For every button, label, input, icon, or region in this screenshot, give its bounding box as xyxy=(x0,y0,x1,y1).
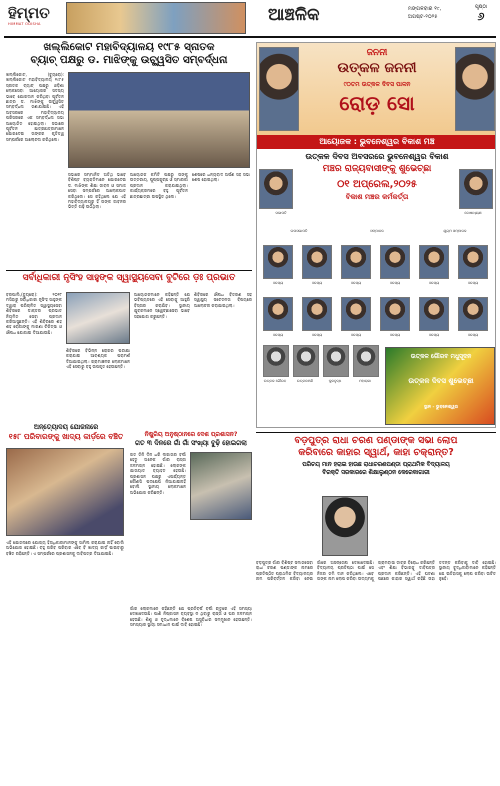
ad-officer-caption: ଯୁଗ୍ମ ସମ୍ପାଦକ xyxy=(443,229,467,233)
story-health-camp-col-2: ଶିବିରରେ ବିଭିନ୍ନ ରୋଗର ପରୀକ୍ଷା କରାଯାଇ ଆବଶ୍ୟକ ପରାମର୍ଶ ଦିଆଯାଇଥିଲା। ଗ୍ରାମାଞ୍ଚଳର ଲୋକମାନେ ଏହି ସେବାରୁ ବହୁ ଉପକୃତ ହେଉଛନ୍ତି। xyxy=(66,348,130,370)
ad-member-caption: ସଦସ୍ୟ xyxy=(428,281,440,285)
story-food-card-body: ଏହି ଯୋଜନାରେ ଯୋଗ୍ୟ ହିତାଧିକାରୀମାନଙ୍କୁ ସାମିଲ କରାଯାଇ ନାହିଁ ବୋଲି ଅଭିଯୋଗ ହୋଇଛି। ବହୁ ଗରିବ ପରିବାର ଏବେ ବି ଖାଦ୍ୟ କାର୍ଡ଼ ପାଇବାରୁ ବଞ୍ଚିତ ରହିଛନ୍ତି। ଏ ସମ୍ପର୍କରେ ପ୍ରଶାସନକୁ ଦାବିପତ୍ର ଦିଆଯାଇଛି। xyxy=(6,540,124,556)
story-school-subhead-2: ବିରକ୍ତି ସରକାରରେ ଶିକ୍ଷାଲୁଣ୍ଠନ କେରେକାଗାରୀ xyxy=(322,470,430,477)
story-health-camp-col-1: ବରପାଲି,(ବ୍ୟୁରୋ): ୨୦୧୮ ମସିହାରୁ ସର୍ବାଧିକାରୀ ନୃସିଂହ ସାହୁଙ୍କ ଦ୍ୱାରା ପରିଚାଳିତ ସ୍ୱାସ୍ଥ୍ୟସେବା ଶିବିରରେ ଡାକ୍ତର ପ୍ରଭାତ ନିୟମିତ ସେବା ପ୍ରଦାନ କରିଆସୁଛନ୍ତି। ଏହି ଶିବିରରେ ଶହ ଶହ ରୋଗୀଙ୍କୁ ମାଗଣା ଚିକିତ୍ସା ଓ ଔଷଧ ଯୋଗାଇ ଦିଆଯାଉଛି। xyxy=(6,292,62,335)
story-khallikote-col-3: ଆୟୋଜକ କମିଟି ପକ୍ଷରୁ ତାଙ୍କୁ ଉତ୍ତରୀୟ, ପୁଷ୍ପଗୁଚ୍ଛ ଓ ସ୍ମାରକୀ ପ୍ରଦାନ କରାଯାଇଥିଲା। କାର୍ଯ୍ୟକ୍ରମରେ ବହୁ ପୂର୍ବତନ ଛାତ୍ରଛାତ୍ରୀ ଉପସ୍ଥିତ ଥିଲେ। xyxy=(130,172,188,199)
ad-founder-portrait xyxy=(353,345,379,377)
page-number: ୬ xyxy=(477,10,485,23)
story-school xyxy=(256,432,496,782)
ad-founder-caption: ଉତ୍କଳମଣି xyxy=(296,379,314,383)
page-label: ପୃଷ୍ଠା xyxy=(475,4,487,10)
date-line-1: ମଙ୍ଗଳବାର ୧୯, xyxy=(408,6,442,12)
ad-founder-portrait xyxy=(323,345,349,377)
ad-leader-portrait-left xyxy=(259,47,299,131)
ad-officer-caption: କୋଷାଧ୍ୟକ୍ଷ xyxy=(464,211,482,215)
ad-top-line: ଜନନୀ xyxy=(366,48,388,58)
ad-founder-caption: ଉତ୍କଳ ଗୌରବ xyxy=(263,379,287,383)
ad-member-caption: ସଦସ୍ୟ xyxy=(467,281,479,285)
issue-date xyxy=(408,5,468,21)
ad-bottom-panel xyxy=(385,347,495,425)
logo-text: ହିମ୍ମତ xyxy=(8,4,50,22)
ad-member-portrait xyxy=(341,297,371,331)
story-khallikote xyxy=(6,42,252,266)
ad-member-caption: ସଦସ୍ୟ xyxy=(389,281,401,285)
story-villages-kicker: ନିଷ୍କ୍ରିୟ ଅନୁଷ୍ଠାନରେ ଦେଶ ପ୍ରଶାସନ? xyxy=(144,431,238,438)
ad-member-caption: ସଦସ୍ୟ xyxy=(350,333,362,337)
ad-greeting-line-2: ମଞ୍ଚର ରାଜ୍ୟବାସୀଙ୍କୁ ଶୁଭେଚ୍ଛା xyxy=(322,164,432,174)
page-number-box xyxy=(470,4,492,24)
section-title: ଆଞ୍ଚଳିକ xyxy=(268,5,320,25)
ad-founder-caption: କୁଳବୃଦ୍ଧ xyxy=(328,379,342,383)
story-villages-headline: ଗତ ୩ ଦିନରେ ଗାଁ ଗାଁ ସଂଖ୍ୟା ବୁଢ଼ି ହୋଇଗଲା xyxy=(135,439,247,448)
ad-member-caption: ସଦସ୍ୟ xyxy=(350,281,362,285)
ad-row-1 xyxy=(259,223,495,243)
masthead-rule xyxy=(4,36,496,38)
story-khallikote-headline-1: ଖଲ୍ଲିକୋଟ ମହାବିଦ୍ୟାଳୟ ୧୯୮୫ ସ୍ନାତକ xyxy=(43,41,215,53)
ad-bottom-title: ଉତ୍କଳ ଗୌରବ ମଧୁସୂଦନ xyxy=(410,353,472,360)
ad-subtitle: ୯୦ତମ ଉତ୍କଳ ଦିବସ ପାଳନ xyxy=(343,81,411,88)
ad-row-2 xyxy=(259,245,495,291)
story-food-card xyxy=(6,424,126,782)
ad-member-portrait xyxy=(380,245,410,279)
story-khallikote-col-1: ଖଲ୍ଲିକୋଟ, (ବ୍ୟୁରୋ): ଖଲ୍ଲିକୋଟ ମହାବିଦ୍ୟାଳୟ ୧୯୮୫ ସ୍ନାତକ ବ୍ୟାଚ୍ ପକ୍ଷରୁ ଓଡ଼ିଶା ଲୋକସେବା ଆୟୋଗର ସଦସ୍ୟ ଭାବେ ଯୋଗଦାନ କରିଥିବା ପୂର୍ବତନ ଛାତ୍ର ଡ. ମାଝିଙ୍କୁ ଉଚ୍ଛ୍ୱସିତ ସମ୍ବର୍ଦ୍ଧନା ଜଣାଯାଇଛି। ଏହି ଅବସରରେ ମହାବିଦ୍ୟାଳୟ ପରିସରରେ ଏକ ସମ୍ବର୍ଦ୍ଧନା ସଭା ଆୟୋଜିତ ହୋଇଥିଲା। ସଭାରେ ପୂର୍ବତନ ଛାତ୍ରଛାତ୍ରୀମାନେ ଯୋଗଦେଇ ତାଙ୍କର କୃତିତ୍ୱ ସମ୍ପର୍କରେ ଆଲୋଚନା କରିଥିଲେ। xyxy=(6,72,64,142)
story-villages-body: ଗତ ତିନି ଦିନ ଧରି ଲଗାତାର ବର୍ଷା ହେତୁ ଅନେକ ଗାଁର ରାସ୍ତା ଜଳମଗ୍ନ ହୋଇଛି। ଲୋକଙ୍କ ଯାତାୟାତ ବ୍ୟାହତ ହେଉଛି। ପ୍ରଶାସନ ପକ୍ଷରୁ ଏପର୍ଯ୍ୟନ୍ତ କୌଣସି ପଦକ୍ଷେପ ନିଆଯାଇନାହିଁ ବୋଲି ସ୍ଥାନୀୟ ଲୋକମାନେ ଅଭିଯୋଗ କରିଛନ୍ତି। xyxy=(130,452,186,495)
ad-officer-portrait xyxy=(259,169,293,209)
story-khallikote-col-4: ଶେଷରେ ଧନ୍ୟବାଦ ଅର୍ପଣ ସହ ସଭା ଶେଷ ହୋଇଥିଲା। xyxy=(192,172,250,183)
ad-officer-caption: ସଭାପତି xyxy=(275,211,287,215)
ad-member-caption: ସଦସ୍ୟ xyxy=(311,281,323,285)
story-health-camp-col-4: ଶିବିରରେ ଔଷଧ ବିତରଣ ସହ ସ୍ୱାସ୍ଥ୍ୟ ସଚେତନତା ବିଷୟରେ ଆଲୋଚନା କରାଯାଇଥିଲା। xyxy=(194,292,252,308)
divider xyxy=(256,432,496,433)
ad-officer-portrait xyxy=(459,169,493,209)
ad-date: ୦୧ ଅପ୍ରେଲ,୨୦୨୫ xyxy=(337,179,417,190)
story-villages-photo xyxy=(190,452,252,520)
date-line-2: ଅଗଷ୍ଟ-୨୦୨୫ xyxy=(408,14,438,20)
ad-founder-portrait xyxy=(293,345,319,377)
ad-member-caption: ସଦସ୍ୟ xyxy=(467,333,479,337)
ad-member-caption: ସଦସ୍ୟ xyxy=(311,333,323,337)
story-health-camp-col-3: ଆୟୋଜକମାନେ କହିଛନ୍ତି ଯେ ଭବିଷ୍ୟତରେ ଏହି ସେବାକୁ ଆହୁରି ବିସ୍ତାର କରାଯିବ। ସ୍ଥାନୀୟ ଯୁବକମାନେ ସ୍ୱେଚ୍ଛାସେବୀ ଭାବେ ସହଯୋଗ କରୁଛନ୍ତି। xyxy=(134,292,190,319)
ad-member-portrait xyxy=(458,297,488,331)
story-school-photo xyxy=(322,496,368,556)
logo-subtext: HIMMAT ODISHA xyxy=(8,22,41,26)
ad-member-portrait xyxy=(458,245,488,279)
ad-founders-row xyxy=(259,343,383,427)
ad-bottom-date: ସ୍ଥାନ - ଭୁବନେଶ୍ୱର xyxy=(423,405,459,410)
story-villages-body-lower: ଗାଁର ଲୋକମାନେ କହିଛନ୍ତି ଯେ ପ୍ରତିବର୍ଷ ବର୍ଷା ଋତୁରେ ଏହି ସମସ୍ୟା ଦେଖାଦେଉଛି। ପାଣି ନିଷ୍କାସନ ବ୍ୟବସ୍ଥା ନ ଥିବାରୁ ରାସ୍ତା ଓ ଘର ଜଳମଗ୍ନ ହେଉଛି। ଶିଶୁ ଓ ବୃଦ୍ଧମାନେ ବିଶେଷ ଅସୁବିଧାର ସମ୍ମୁଖୀନ ହେଉଛନ୍ତି। ସମସ୍ୟାର ସ୍ଥାୟୀ ସମାଧାନ ପାଇଁ ଦାବି ହୋଇଛି। xyxy=(130,606,252,628)
masthead-banner-image xyxy=(66,2,246,34)
ad-greeting-line-1: ଉତ୍କଳ ଦିବସ ଅବସରରେ ଭୁବନେଶ୍ୱର ବିକାଶ xyxy=(305,152,449,161)
ad-member-portrait xyxy=(419,297,449,331)
story-villages xyxy=(130,432,252,782)
ad-member-portrait xyxy=(302,297,332,331)
story-health-camp-photo xyxy=(66,292,130,344)
ad-member-caption: ସଦସ୍ୟ xyxy=(428,333,440,337)
ad-member-portrait xyxy=(380,297,410,331)
story-school-subhead-1: ପରିଚୟ ମାନ ହରାଇ ହାଉଛ ରାଧାଚରଣପଣ୍ଡା ପ୍ରାଥମିକ ବିଦ୍ୟାଳୟ xyxy=(302,461,450,468)
ad-founder-portrait xyxy=(263,345,289,377)
ad-leader-portrait-right xyxy=(455,47,495,131)
logo xyxy=(8,4,58,34)
story-khallikote-photo-1 xyxy=(68,72,250,168)
ad-organizer: ଆୟୋଜକ : ଭୁବନେଶ୍ୱର ବିକାଶ ମଞ୍ଚ xyxy=(257,135,496,149)
story-health-camp-headline: ସର୍ବାଧିକାରୀ ନୃସିଂହ ସାହୁଙ୍କ ସ୍ୱାସ୍ଥ୍ୟସେବା ବୁଟିରେ ଡ଼ଃ ପ୍ରଭାତ xyxy=(22,273,236,283)
story-khallikote-col-2: ସଭାରେ ସମ୍ମାନିତ ଅତିଥି ଭାବେ ବିଶିଷ୍ଟ ବ୍ୟକ୍ତିମାନେ ଯୋଗଦେଇ ଡ. ମାଝିଙ୍କ ଶିକ୍ଷା ଜୀବନ ଓ ସମାଜ ସେବା ସମ୍ପର୍କରେ ଆଲୋକପାତ କରିଥିଲେ। ସେ କହିଥିଲେ ଯେ ଏହି ମହାବିଦ୍ୟାଳୟରୁ ହିଁ ତାଙ୍କ ଜୀବନର ଭିତ୍ତି ଗଢ଼ି ଉଠିଥିଲା। xyxy=(68,172,126,210)
story-khallikote-headline-2: ବ୍ୟାଚ୍ ପକ୍ଷରୁ ଡ. ମାଝିଙ୍କୁ ଉଚ୍ଛ୍ୱସିତ ସମ୍ବର୍ଦ୍ଧନା xyxy=(30,54,228,67)
ad-officer-caption: ସମ୍ପାଦକ xyxy=(370,229,384,233)
masthead xyxy=(0,0,500,38)
ad-member-portrait xyxy=(419,245,449,279)
ad-member-portrait xyxy=(341,245,371,279)
ad-banner: ରୋଡ଼ ସୋ xyxy=(339,91,415,115)
divider xyxy=(6,270,252,271)
ad-member-caption: ସଦସ୍ୟ xyxy=(272,281,284,285)
ad-member-caption: ସଦସ୍ୟ xyxy=(389,333,401,337)
ad-members-heading: ବିକାଶ ମଞ୍ଚର କର୍ମକର୍ତ୍ତା xyxy=(345,193,409,201)
ad-member-portrait xyxy=(263,245,293,279)
utkal-divas-ad xyxy=(256,42,496,428)
ad-member-portrait xyxy=(302,245,332,279)
ad-title: ଉତ୍କଳ ଜନନୀ xyxy=(337,60,417,76)
ad-member-caption: ସଦସ୍ୟ xyxy=(272,333,284,337)
ad-bottom-subtitle: ଉତ୍କଳ ଦିବସ ଶୁଭେଚ୍ଛା xyxy=(408,377,474,385)
ad-member-portrait xyxy=(263,297,293,331)
story-school-headline-1: ବଡ଼ପୁତ୍ର ରାଧା ଚରଣ ପଣ୍ଡାଙ୍କ ସଭା ଲୋପ xyxy=(294,435,458,446)
story-health-camp xyxy=(6,270,252,428)
story-food-card-headline: ୧୫୮ ପରିବାରଙ୍କୁ ଖାଦ୍ୟ କାର୍ଡ଼ରେ ବଞ୍ଚିତ xyxy=(8,431,124,441)
story-food-card-photo xyxy=(6,448,124,536)
story-school-headline-2: କରିବାରେ କାହାର ସ୍ୱାର୍ଥ, କାହା ଚକ୍ରାନ୍ତ? xyxy=(298,446,454,458)
story-school-body: ବଡ଼ପୁତ୍ର ଗାଁର ବିଶିଷ୍ଟ ସମାଜସେବୀ ରାଧା ଚରଣ ପଣ୍ଡାଙ୍କ ନାମରେ ପ୍ରତିଷ୍ଠିତ ପ୍ରାଥମିକ ବିଦ୍ୟାଳୟର ନାମ ପରିବର୍ତ୍ତନ କରିବା ନେଇ ଗାଁରେ ଅସନ୍ତୋଷ ଦେଖାଦେଇଛି। ବିଦ୍ୟାଳୟ ପ୍ରତିଷ୍ଠା ପାଇଁ ସେ ନିଜର ଜମି ଦାନ କରିଥିଲେ। ଏବେ ତାଙ୍କ ନାମ ଲୋପ କରିବା ଉଦ୍ୟମକୁ ଗ୍ରାମବାସୀ ତୀବ୍ର ବିରୋଧ କରିଛନ୍ତି ଏବଂ ଶିକ୍ଷା ବିଭାଗକୁ ଦାବିପତ୍ର ପ୍ରଦାନ କରିଛନ୍ତି। ଏହି ଘଟଣା ପଛରେ କାହାର ସ୍ୱାର୍ଥ ରହିଛି ତାହା ତଦନ୍ତ କରିବାକୁ ଦାବି ହୋଇଛି। ସ୍ଥାନୀୟ ବୁଦ୍ଧିଜୀବୀମାନେ କହିଛନ୍ତି ଯେ ଇତିହାସକୁ ଲୋପ କରିବା ଉଚିତ ନୁହେଁ। xyxy=(256,560,496,582)
story-food-card-kicker: ଅନ୍ତ୍ୟୋଦୟ ଯୋଜନାରେ xyxy=(33,423,99,431)
ad-founder-caption: ମହାରାଜା xyxy=(359,379,371,383)
ad-row-3 xyxy=(259,297,495,343)
ad-officer-caption: ଉପସଭାପତି xyxy=(290,229,308,233)
